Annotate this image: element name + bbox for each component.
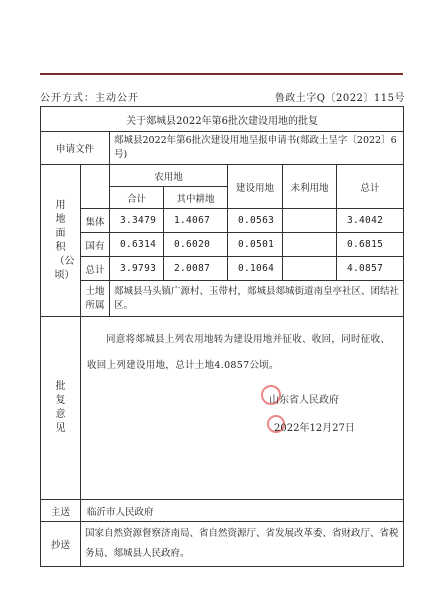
document-title: 关于郯城县2022年第6批次建设用地的批复 [41,107,404,132]
land-area-label [41,165,81,317]
header-rule [40,73,403,75]
cell-cultivated: 2.0087 [164,257,228,281]
row-label: 集体 [81,209,110,233]
cell-cultivated: 1.4067 [164,209,228,233]
construction-header: 建设用地 [228,165,283,209]
cell-unused [283,257,337,281]
application-value: 郯城县2022年第6批次建设用地呈报申请书(郯政土呈字〔2022〕6号) [110,132,404,165]
unused-header: 未利用地 [283,165,337,209]
table-row [41,209,404,233]
subtotal-header: 合计 [110,187,164,209]
location-label-text: 土地所属 [85,285,105,311]
cell-subtotal: 3.3479 [110,209,164,233]
table-row [41,233,404,257]
cell-subtotal: 0.6314 [110,233,164,257]
total-header: 总计 [337,165,404,209]
cell-total: 4.0857 [337,257,404,281]
row-label: 国有 [81,233,110,257]
blank-corner-cell [81,165,110,209]
cc-value: 国家自然资源督察济南局、省自然资源厅、省发展改革委、省财政厅、省税务局、郯城县人民政府。 [81,522,404,567]
cell-total: 0.6815 [337,233,404,257]
agricultural-header: 农用地 [110,165,228,187]
row-label: 总计 [81,257,110,281]
cell-unused [283,233,337,257]
cell-construction: 0.0563 [228,209,283,233]
application-label: 申请文件 [41,132,110,165]
signing-authority: 山东省人民政府 [269,395,339,406]
cc-label: 抄送 [41,522,81,567]
approval-label [41,317,81,500]
approval-label-text: 批复意见 [55,381,66,434]
cell-subtotal: 3.9793 [110,257,164,281]
recipient-label: 主送 [41,500,81,522]
cell-unused [283,209,337,233]
signature-area [81,379,403,499]
recipient-value: 临沂市人民政府 [81,500,404,522]
table-row [41,257,404,281]
signing-date: 2022年12月27日 [274,423,355,434]
disclosure-type: 公开方式：主动公开 [40,93,139,104]
approval-form-table [40,106,404,567]
land-area-label-text: 用地面积（公顷） [54,199,75,281]
location-value: 郯城县马头镇广源村、玉带村，郯城县郯城街道南皇亭社区、团结社区。 [110,281,404,317]
cultivated-header: 其中耕地 [164,187,228,209]
location-label [81,281,110,317]
cell-cultivated: 0.6020 [164,233,228,257]
approval-text: 同意将郯城县上列农用地转为建设用地并征收、收回，同时征收、收回上列建设用地，总计土地4.0857公顷。 [87,334,391,371]
cell-construction: 0.0501 [228,233,283,257]
approval-content [81,317,404,500]
document-number: 鲁政土字Q〔2022〕115号 [274,93,405,104]
cell-total: 3.4042 [337,209,404,233]
cell-construction: 0.1064 [228,257,283,281]
